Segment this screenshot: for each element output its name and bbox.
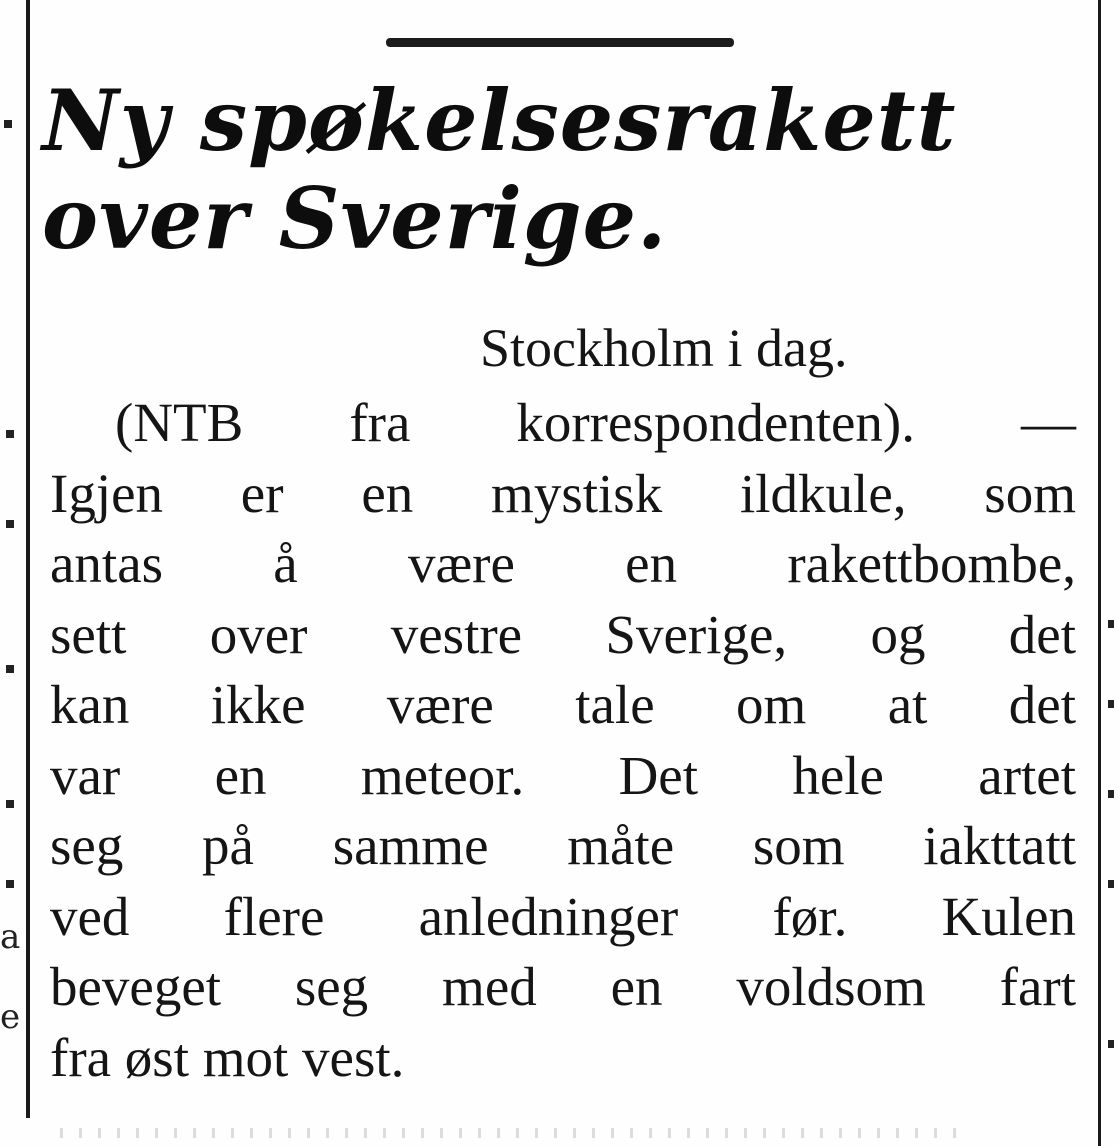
body-line: seg på samme måte som iakttatt	[50, 815, 1076, 876]
headline-line: over Sverige.	[42, 169, 668, 268]
body-line: beveget seg med en voldsom fart	[50, 956, 1076, 1017]
body-line: ved flere anledninger før. Kulen	[50, 885, 1076, 947]
left-column-rule	[26, 0, 30, 1118]
neighbour-fragment	[4, 120, 12, 128]
body-line: antas å være en rakettbombe,	[50, 533, 1076, 594]
body-line: var en meteor. Det hele artet	[50, 744, 1076, 806]
neighbour-fragment	[6, 880, 14, 888]
article-body	[50, 388, 1080, 1093]
top-divider-bar	[386, 38, 734, 47]
neighbour-fragment	[6, 520, 14, 528]
dateline: Stockholm i dag.	[480, 318, 848, 378]
neighbour-letter: a	[0, 917, 21, 957]
body-line: sett over vestre Sverige, og det	[50, 603, 1076, 665]
body-line: Igjen er en mystisk ildkule, som	[50, 462, 1076, 524]
neighbour-fragment	[6, 665, 14, 673]
headline	[42, 72, 956, 268]
neighbour-fragment	[1108, 620, 1114, 628]
headline-line: Ny spøkelsesrakett	[42, 71, 957, 170]
neighbour-fragment	[6, 800, 14, 808]
neighbour-fragment	[1108, 880, 1114, 888]
neighbour-fragment	[6, 430, 14, 438]
neighbour-fragment	[1108, 1040, 1114, 1048]
print-speckle	[60, 1128, 960, 1138]
neighbour-letter: e	[0, 997, 21, 1037]
body-line: kan ikke være tale om at det	[50, 674, 1076, 735]
right-column-rule	[1098, 0, 1101, 1146]
neighbour-fragment	[1108, 790, 1114, 798]
body-line: (NTB fra korrespondenten). —	[115, 392, 1076, 453]
body-line: fra øst mot vest.	[50, 1026, 405, 1088]
neighbour-fragment	[1108, 700, 1114, 708]
